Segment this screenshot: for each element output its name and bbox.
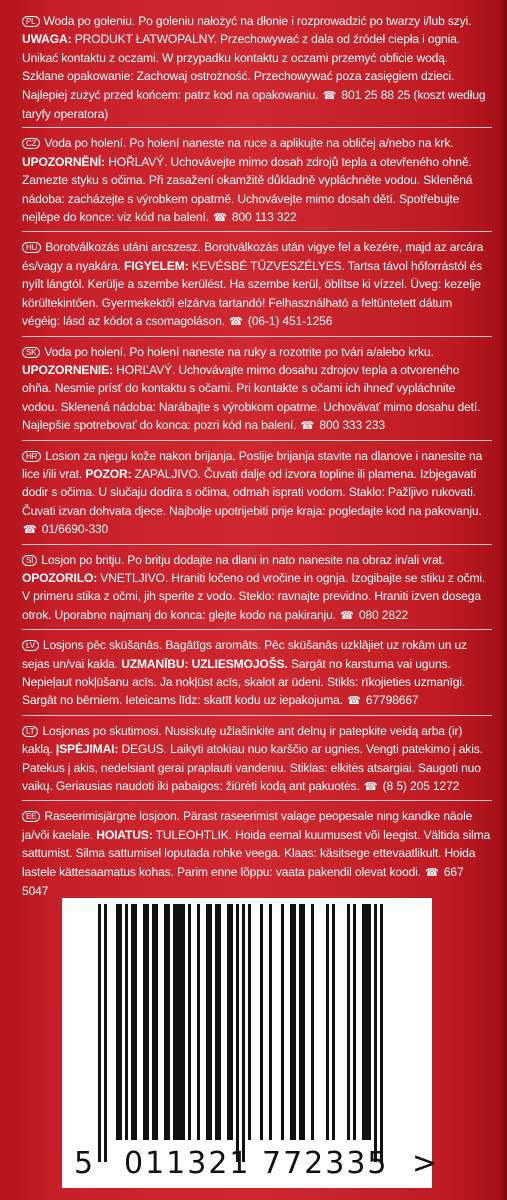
section-text: 800 113 322 <box>228 210 297 225</box>
section-text: 667 5047 <box>22 864 464 899</box>
section-text: PRODUKT ŁATWOPALNY. Przechowywać z dala od źródeł ciepła i ognia. Unikać kontaktu z oczami. W przypadku kontaktu z oczami przemyć obficie wodą. Szklane opakowanie: Zachowaj ostrożność. Przechowywać poza zasięgiem dzieci. Najlepiej zużyć przed końcem: patrz kod na opakowaniu. <box>22 32 460 102</box>
barcode-bar <box>248 904 251 1140</box>
telephone-icon: ☎ <box>23 524 37 537</box>
section-text: Borotválkozás utáni arcszesz. Borotválkozás után vigye fel a kezére, majd az arcára és/vagy a nyakára. <box>22 240 484 273</box>
barcode-bar <box>332 904 335 1140</box>
barcode-bar <box>206 904 209 1140</box>
section-text: Raseerimisjärgne losjoon. Pärast raseerimist valage peopesale ning kandke näole ja/või kaelale. <box>22 809 473 842</box>
section-text: 800 333 233 <box>316 418 385 433</box>
language-code-badge: SI <box>22 555 37 566</box>
barcode-bar <box>197 904 200 1140</box>
section-text: TULEOHTLIK. Hoida eemal kuumusest või leegist. Vältida silma sattumist. Silma sattumisel loputada rohke veega. Klaas: käsitsege ettevaatlikult. Hoida lastele kättesaamatus kohas. Parim enne lõppu: vaata pakendil olevat koodi. <box>22 827 491 879</box>
barcode-bar <box>119 904 122 1140</box>
warning-label: ĮSPĖJIMAI: <box>55 742 119 757</box>
section-text: Voda po holení. Po holení naneste na ruce a aplikujte na obličej a/nebo na krk. <box>44 136 454 151</box>
telephone-icon: ☎ <box>340 609 354 622</box>
language-code-badge: SK <box>22 347 40 358</box>
barcode-bar <box>215 904 218 1140</box>
section-text: Losion za njegu kože nakon brijanja. Poslije brijanja stavite na dlanove i nanesite na lice i/ili vrat. <box>22 448 483 481</box>
barcode-bar <box>230 904 233 1140</box>
section-text: (8 5) 205 1272 <box>379 779 460 794</box>
section-text: Losjons pēc skūšanās. Bagātīgs aromāts. Pēc skūšanās uzklājiet uz rokām un uz sejas un/vai kakla. <box>22 638 467 671</box>
barcode-bar <box>152 904 155 1140</box>
telephone-icon: ☎ <box>322 89 337 102</box>
barcode-bar <box>368 904 371 1140</box>
barcode-bar <box>227 904 230 1140</box>
barcode-bar <box>269 904 272 1140</box>
label-section-lt <box>22 715 492 801</box>
barcode-bar <box>176 904 179 1140</box>
label-section-si <box>22 544 492 630</box>
barcode-bar <box>188 904 191 1140</box>
warning-label: UPOZORNENIE: <box>22 362 113 377</box>
section-text: Voda po holení. Po holení naneste na ruky a rozotrite po tvári a/alebo krku. <box>44 344 434 359</box>
barcode-digits-right: 772335 <box>262 1146 389 1181</box>
warning-label: POZOR: <box>85 466 132 481</box>
telephone-icon: ☎ <box>425 866 439 879</box>
label-section-pl <box>22 8 492 127</box>
language-code-badge: PL <box>22 16 40 27</box>
barcode-bar <box>311 904 314 1140</box>
warning-label: UZMANĪBU: <box>121 656 189 671</box>
telephone-icon: ☎ <box>300 420 315 433</box>
language-code-badge: HU <box>22 242 41 253</box>
barcode-bar <box>125 904 128 1140</box>
warning-label: FIGYELEM: <box>124 258 189 273</box>
section-text: Losjon po britju. Po britju dodajte na dlani in nato nanesite na obraz in/ali vrat. <box>41 552 445 567</box>
barcode-bar <box>242 904 245 1162</box>
telephone-icon: ☎ <box>213 212 227 225</box>
barcode-bar <box>299 904 302 1140</box>
section-text: DEGUS. Laikyti atokiau nuo karščio ar ugnies. Vengti patekimo į akis. Patekus į akis, nedelsiant gerai praplauti vandeniu. Stiklas: elkitės atsargiai. Saugoti nuo vaikų. Geriausias naudoti iki pabaigos: žiūrėti kodą ant pakuotės. <box>22 742 483 794</box>
language-code-badge: CZ <box>22 138 40 149</box>
section-text: KEVÉSBÉ TŰZVESZÉLYES. Tartsa távol hőforrástól és nyílt lángtól. Kerülje a szembe kerülést. Ha szembe kerül, öblítse ki vízzel. Üveg: kezelje körültekintően. Gyermekektől elzárva tartandó! Felhasználható a feltüntetett dátum végéig: lásd az kódot a csomagoláson. <box>22 258 483 329</box>
section-text: Losjonas po skutimosi. Nusiskutę užlašinkite ant delnų ir patepkite veidą arba (ir) kaklą. <box>22 723 463 757</box>
barcode-bar <box>173 904 176 1140</box>
section-text: Woda po goleniu. Po goleniu nałożyć na dłonie i rozprowadzić po twarzy i/lub szyi. <box>43 14 472 28</box>
barcode-bars <box>98 904 398 1166</box>
section-text: 080 2822 <box>355 607 409 622</box>
language-code-badge: LV <box>22 640 39 651</box>
section-text: 801 25 88 25 (koszt według taryfy operatora) <box>22 87 486 122</box>
barcode-bar <box>353 904 356 1140</box>
barcode-digits-left: 011321 <box>124 1146 251 1181</box>
barcode-digits <box>66 1146 440 1186</box>
barcode-bar <box>155 904 158 1140</box>
barcode-bar <box>236 904 239 1162</box>
barcode-bar <box>347 904 350 1140</box>
section-text: Sargāt no karstuma vai uguns. Nepieļaut nokļūšanu acīs. Ja nokļūst acīs, skalot ar ūdeni. Stikls: rīkojieties uzmanīgi. Sargāt no bērniem. Ieteicams līdz: skatīt kodu uz iepakojuma. <box>22 656 466 708</box>
warning-label: UWAGA: <box>22 32 72 47</box>
warning-label: HOIATUS: <box>96 827 153 842</box>
label-section-sk <box>22 336 492 440</box>
telephone-icon: ☎ <box>229 316 243 329</box>
barcode-bar <box>218 904 221 1140</box>
section-text: VNETLJIVO. Hraniti ločeno od vročine in ognja. Izogibajte se stiku z očmi. V primeru stika z očmi, jih sperite z vodo. Steklo: ravnajte previdno. Hraniti izven dosega otrok. Uporabno najmanj do konca: glejte kodo na pakiranju. <box>22 570 486 622</box>
label-section-cz <box>22 127 492 231</box>
section-text: ZAPALJIVO. Čuvati dalje od izvora topline ili plamena. Izbjegavati dodir s očima. U slučaju dodira s očima, odmah isprati vodom. Staklo: Pažljivo rukovati. Čuvati izvan dohvata djece. Najbolje upotrijebiti prije kraja: pogledajte kod na pakovanju. <box>22 466 482 518</box>
language-code-badge: EE <box>22 811 40 822</box>
section-text: 01/6690-330 <box>38 522 109 537</box>
barcode-bar <box>179 904 182 1140</box>
barcode-bar <box>362 904 365 1140</box>
barcode-bar <box>116 904 119 1140</box>
barcode-bar <box>281 904 284 1140</box>
barcode-bar <box>326 904 329 1140</box>
language-code-badge: LT <box>22 726 38 737</box>
package-edge-shadow <box>499 0 507 1200</box>
language-code-badge: HR <box>22 451 41 462</box>
barcode-quiet-zone-marker: > <box>412 1146 440 1181</box>
barcode-bar <box>98 904 101 1162</box>
barcode-bar <box>131 904 134 1140</box>
label-section-lv <box>22 629 492 715</box>
barcode <box>62 898 440 1188</box>
barcode-bar <box>134 904 137 1140</box>
label-section-hr <box>22 440 492 544</box>
section-text: HORĽAVÝ. Uchovávajte mimo dosahu zdrojov tepla a otvoreného ohňa. Nesmie prísť do kontaktu s očami. Pri kontakte s očami ich ihneď vypláchnite vodou. Sklenená nádoba: Narábajte s výrobkom opatrne. Uchovávať mimo dosahu detí. Najlepšie spotrebovať do konca: pozri kód na balení. <box>22 362 481 433</box>
barcode-bar <box>182 904 185 1140</box>
barcode-bar <box>260 904 263 1140</box>
barcode-bar <box>209 904 212 1140</box>
barcode-digit-prefix: 5 <box>74 1146 96 1181</box>
barcode-bar <box>146 904 149 1140</box>
barcode-bar <box>293 904 296 1140</box>
barcode-bar <box>164 904 167 1140</box>
warning-label: UPOZORNĚNÍ: <box>22 154 106 169</box>
section-text: HOŘLAVÝ. Uchovávejte mimo dosah zdrojů tepla a otevřeného ohně. Zamezte styku s očima. Při zasažení okamžitě důkladně vypláchněte vodou. Skleněná nádoba: zacházejte s výrobkem opatrně. Uchovávejte mimo dosah dětí. Spotřebujte nejlépe do konce: viz kód na balení. <box>22 154 473 225</box>
section-text: (06-1) 451-1256 <box>244 314 333 329</box>
label-section-hu <box>22 231 492 335</box>
barcode-bar <box>374 904 377 1162</box>
barcode-bar <box>380 904 383 1162</box>
barcode-bar <box>104 904 107 1162</box>
label-section-ee <box>22 800 492 904</box>
warning-label: OPOZORILO: <box>22 570 98 585</box>
telephone-icon: ☎ <box>363 781 378 794</box>
section-text: 67798667 <box>362 693 419 708</box>
warning-label: UZLIESMOJOŠS. <box>191 656 288 671</box>
barcode-bar <box>167 904 170 1140</box>
multilingual-label-text <box>22 8 492 904</box>
telephone-icon: ☎ <box>347 695 361 708</box>
barcode-bar <box>143 904 146 1140</box>
barcode-bar <box>365 904 368 1140</box>
barcode-bar <box>290 904 293 1140</box>
barcode-bar <box>302 904 305 1140</box>
